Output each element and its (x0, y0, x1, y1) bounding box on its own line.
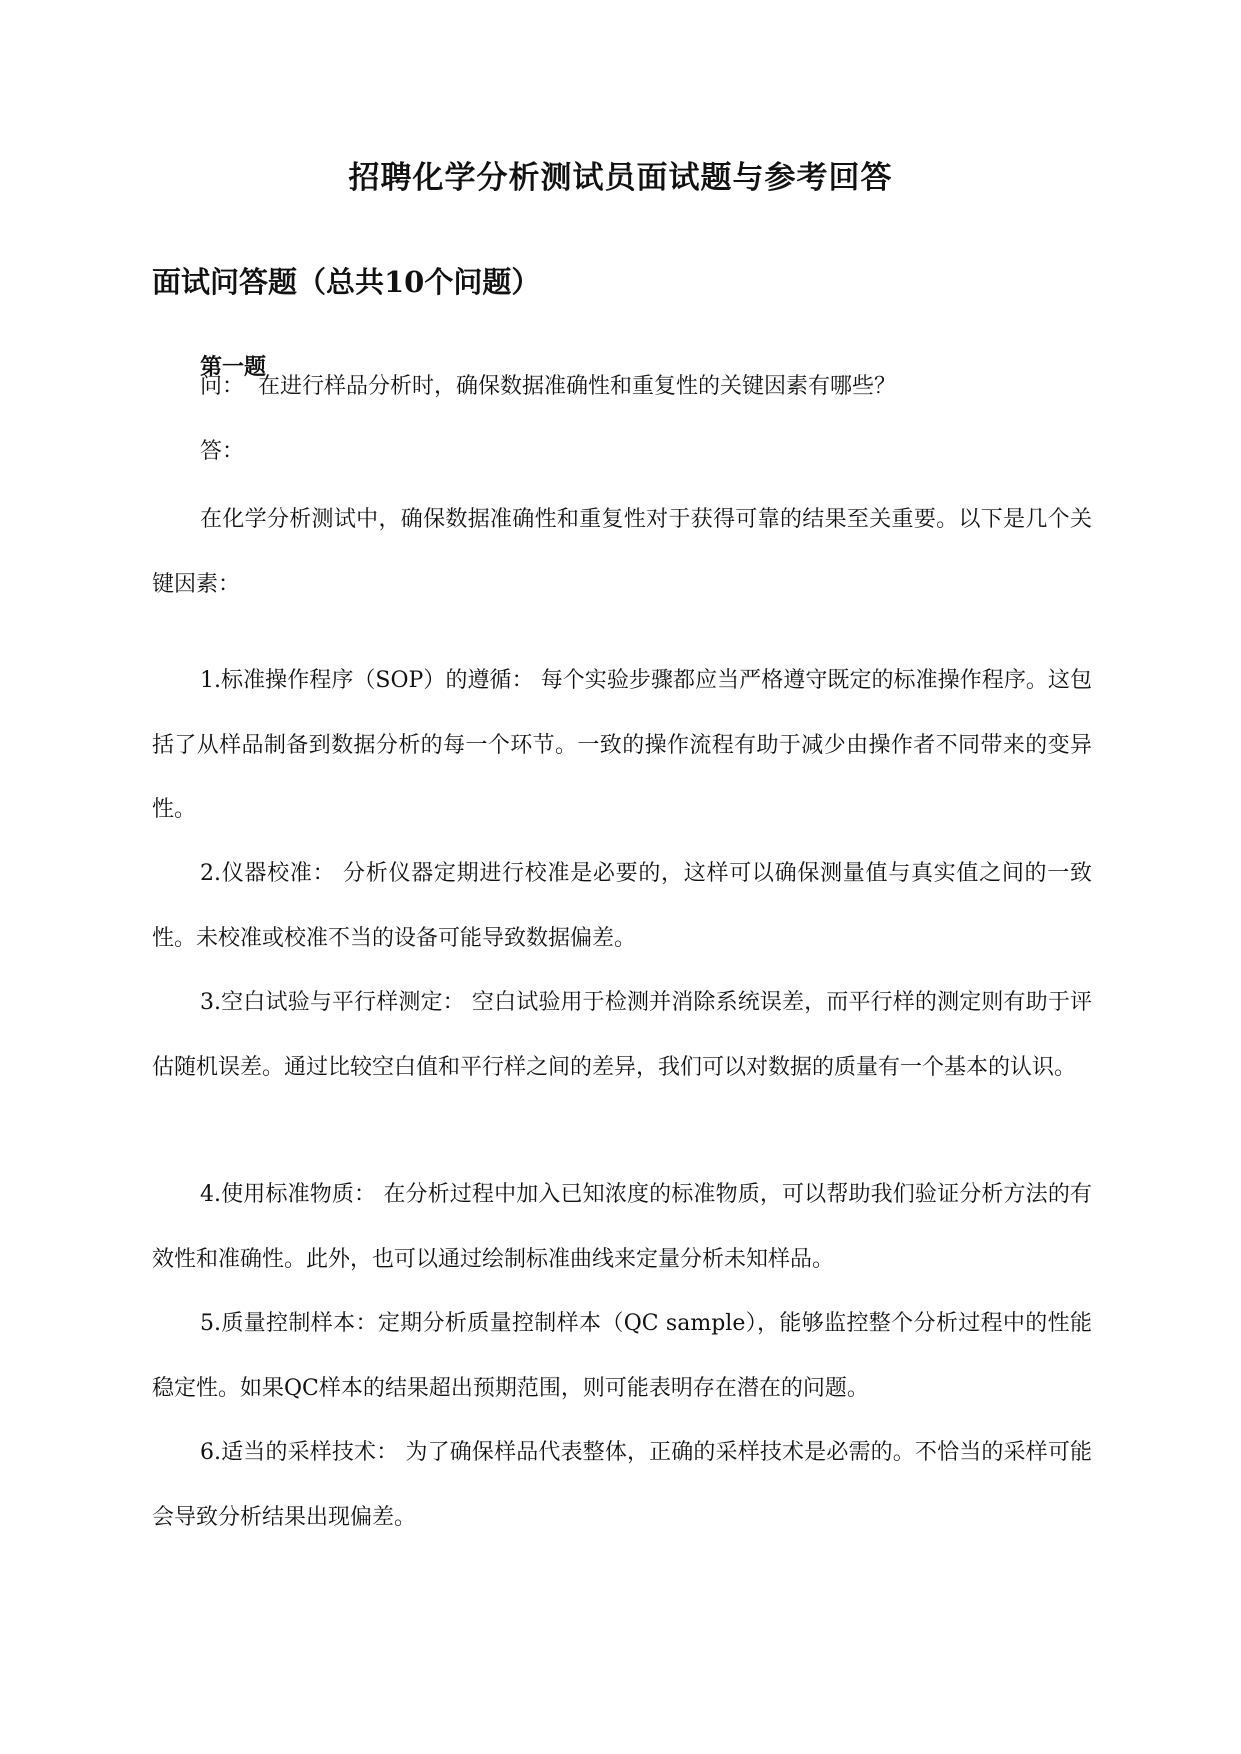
question-line (200, 372, 896, 402)
section-heading: 面试问答题（总共10个问题） (152, 265, 541, 299)
answer-point-5: 5.质量控制样本：定期分析质量控制样本（QC sample），能够监控整个分析过程中的性能稳定性。如果QC样本的结果超出预期范围，则可能表明存在潜在的问题。 (152, 1311, 1092, 1401)
answer-point-2: 2.仪器校准： 分析仪器定期进行校准是必要的，这样可以确保测量值与真实值之间的一致性。未校准或校准不当的设备可能导致数据偏差。 (152, 861, 1092, 951)
answer-label: 答： (200, 439, 245, 464)
answer-intro: 在化学分析测试中，确保数据准确性和重复性对于获得可靠的结果至关重要。以下是几个关键因素： (152, 507, 1092, 597)
answer-point-6: 6.适当的采样技术： 为了确保样品代表整体，正确的采样技术是必需的。不恰当的采样可能会导致分析结果出现偏差。 (152, 1440, 1092, 1530)
answer-point-1: 1.标准操作程序（SOP）的遵循： 每个实验步骤都应当严格遵守既定的标准操作程序。这包括了从样品制备到数据分析的每一个环节。一致的操作流程有助于减少由操作者不同带来的变异性。 (152, 668, 1092, 822)
document-title: 招聘化学分析测试员面试题与参考回答 (348, 160, 893, 196)
question-heading: 第一题 (200, 354, 267, 380)
question-text: 在进行样品分析时，确保数据准确性和重复性的关键因素有哪些？ (258, 374, 897, 399)
question-label: 问： (200, 374, 245, 399)
answer-point-3: 3.空白试验与平行样测定： 空白试验用于检测并消除系统误差，而平行样的测定则有助于评估随机误差。通过比较空白值和平行样之间的差异，我们可以对数据的质量有一个基本的认识。 (152, 990, 1092, 1080)
answer-point-4: 4.使用标准物质： 在分析过程中加入已知浓度的标准物质，可以帮助我们验证分析方法的有效性和准确性。此外，也可以通过绘制标准曲线来定量分析未知样品。 (152, 1182, 1092, 1272)
